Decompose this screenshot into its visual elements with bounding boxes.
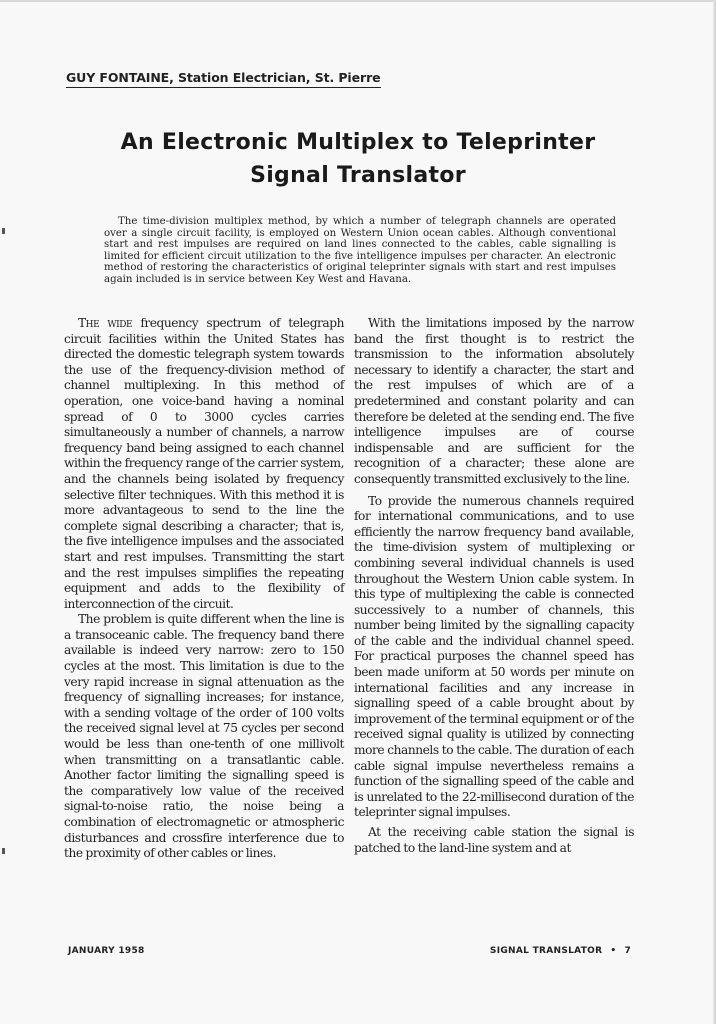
paragraph [64,316,344,612]
author-byline: GUY FONTAINE, Station Electrician, St. Pierre [66,70,381,88]
footer-date: JANUARY 1958 [68,946,145,956]
title-line-1: An Electronic Multiplex to Teleprinter [120,130,596,155]
paragraph: At the receiving cable station the signal is patched to the land-line system and at [354,825,634,855]
paragraph-text: frequency spectrum of telegraph circuit facilities within the United States has directed the domestic telegraph system towards the use of the frequency-division method of channel multiplexing. In this method of operation, one voice-band having a nominal spread of 0 to 3000 cycles carries simultaneously a number of channels, a narrow frequency band being assigned to each channel within the frequency range of the carrier system, and the channels being isolated by frequency selective filter techniques. With this method it is more advantageous to send to the line the complete signal describing a character; that is, the five intelligence impulses and the associated start and rest impulses. Transmitting the start and the rest impulses simplifies the repeating equipment and adds to the flexibility of interconnection of the circuit. [64,316,344,611]
abstract: The time-division multiplex method, by which a number of telegraph channels are operated over a single circuit facility, is employed on Western Union ocean cables. Although conventional start and rest impulses are required on land lines connected to the cables, cable signalling is limited for efficient circuit utilization to the five intelligence impulses per character. An electronic method of restoring the characteristics of original teleprinter signals with start and rest impulses again included is in service between Key West and Havana. [104,216,616,285]
page-footer [0,944,716,958]
page-top-edge [0,0,716,2]
separator-dot: • [610,946,617,956]
title-line-2: Signal Translator [250,163,466,188]
scan-mark [2,848,5,854]
body-column-left [64,316,344,936]
running-title: SIGNAL TRANSLATOR [489,946,603,956]
paragraph: The problem is quite different when the line is a transoceanic cable. The frequency band there available is indeed very narrow: zero to 150 cycles at the most. This limitation is due to the very rapid increase in signal attenuation as the frequency of signalling increases; for instance, with a sending voltage of the order of 100 volts the received signal level at 75 cycles per second would be less than one-tenth of one millivolt when transmitting on a transatlantic cable. Another factor limiting the signalling speed is the comparatively low value of the received signal-to-noise ratio, the noise being a combination of electromagnetic or atmospheric disturbances and crossfire interference due to the proximity of other cables or lines. [64,612,344,861]
article-title [0,126,716,192]
paragraph: To provide the numerous channels required for international communications, and to use efficiently the narrow frequency band available, the time-division system of multiplexing or combining several individual channels is used throughout the Western Union cable system. In this type of multiplexing the cable is connected successively to a number of channels, this number being limited by the signalling capacity of the cable and the individual channel speed. For practical purposes the channel speed has been made uniform at 50 words per minute on international facilities and any increase in signalling speed of a cable brought about by improvement of the terminal equipment or of the received signal quality is utilized by connecting more channels to the cable. The duration of each cable signal impulse nevertheless remains a function of the signalling speed of the cable and is unrelated to the 22-millisecond duration of the teleprinter signal impulses. [354,493,634,820]
page-number: 7 [624,946,631,956]
paragraph: With the limitations imposed by the narrow band the first thought is to restrict the transmission to the information absolutely necessary to identify a character, the start and the rest impulses of which are of a predetermined and constant polarity and can therefore be deleted at the sending end. The five intelligence impulses are of course indispensable and are sufficient for the recognition of a character; these alone are consequently transmitted exclusively to the line. [354,316,634,486]
lead-in: The wide [78,316,133,330]
scan-mark [2,228,5,234]
footer-running-head [490,944,631,958]
body-column-right [354,316,634,936]
